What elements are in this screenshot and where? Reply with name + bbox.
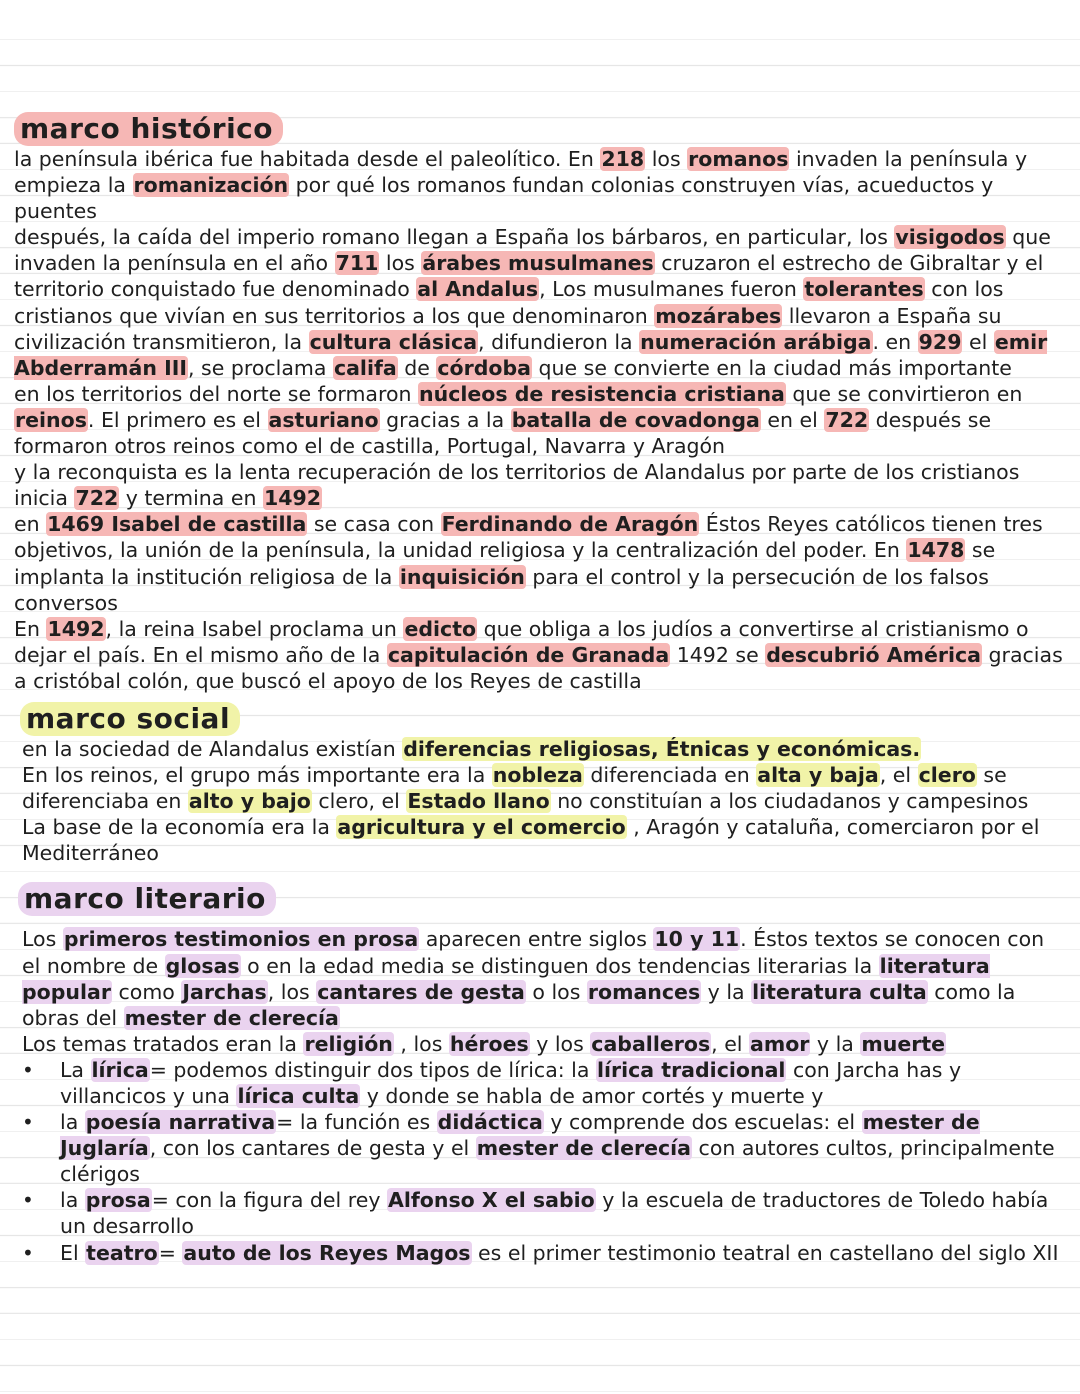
highlighted-term: inquisición <box>399 564 525 589</box>
section-marco-social <box>14 702 1066 866</box>
highlighted-term: prosa <box>85 1188 151 1213</box>
highlighted-term: lírica tradicional <box>596 1057 786 1082</box>
paragraph: y la reconquista es la lenta recuperación de los territorios de Alandalus por parte de los cristianos inicia 722 y termina en 1492 <box>14 460 1020 511</box>
list-item-text: La lírica= podemos distinguir dos tipos de lírica: la lírica tradicional con Jarcha has y villancicos y una lírica culta y donde se habla de amor cortés y muerte y <box>60 1057 962 1108</box>
highlighted-term: clero <box>918 763 976 788</box>
highlighted-term: didáctica <box>437 1110 543 1135</box>
highlighted-term: 1478 <box>907 538 965 563</box>
highlighted-term: reinos <box>15 407 87 432</box>
bullet-icon: • <box>22 1110 34 1135</box>
paragraph: en la sociedad de Alandalus existían diferencias religiosas, Étnicas y económicas. <box>22 736 921 761</box>
highlighted-term: religión <box>304 1031 393 1056</box>
highlighted-term: lírica culta <box>237 1084 360 1108</box>
list-item-text: la poesía narrativa= la función es didáctica y comprende dos escuelas: el mester de Juglaría, con los cantares de gesta y el mester de clerecía con autores cultos, principalmente clérigos <box>60 1110 1055 1187</box>
highlighted-term: 711 <box>335 251 379 276</box>
paragraph: en los territorios del norte se formaron núcleos de resistencia cristiana que se convirtieron en reinos. El primero es el asturiano gracias a la batalla de covadonga en el 722 después se formaron otros reinos como el de castilla, Portugal, Navarra y Aragón <box>14 381 1023 459</box>
highlighted-term: lírica <box>91 1057 149 1082</box>
paragraph: Los temas tratados eran la religión , los héroes y los caballeros, el amor y la muerte <box>22 1031 946 1056</box>
highlighted-term: asturiano <box>268 407 379 432</box>
highlighted-term: héroes <box>449 1031 529 1056</box>
highlighted-term: Estado llano <box>407 789 550 814</box>
highlighted-term: auto de los Reyes Magos <box>183 1240 471 1265</box>
highlighted-term: núcleos de resistencia cristiana <box>419 381 785 406</box>
highlighted-term: literatura culta <box>752 979 927 1004</box>
highlighted-term: córdoba <box>437 355 532 380</box>
paragraph: en 1469 Isabel de castilla se casa con Ferdinando de Aragón Éstos Reyes católicos tienen tres objetivos, la unión de la península, la unidad religiosa y la centralización del poder. En 1478 se implanta la institución religiosa de la inquisición para el control y la persecución de los falsos conversos <box>14 512 1043 615</box>
highlighted-term: 1469 Isabel de castilla <box>47 512 307 537</box>
highlighted-term: cultura clásica <box>309 329 478 354</box>
bullet-list <box>14 1057 1066 1266</box>
highlighted-term: 722 <box>75 486 119 511</box>
highlighted-term: al Andalus <box>417 277 539 302</box>
highlighted-term: romanización <box>133 173 289 198</box>
highlighted-term: numeración arábiga <box>640 329 872 354</box>
highlighted-term: literatura popular <box>22 953 990 1004</box>
highlighted-term: poesía narrativa <box>85 1110 276 1135</box>
highlighted-term: mester de clerecía <box>476 1136 692 1161</box>
notes-page <box>14 112 1066 1266</box>
highlighted-term: romances <box>587 979 701 1004</box>
highlighted-term: descubrió América <box>766 642 982 667</box>
section-marco-historico <box>14 112 1066 694</box>
highlighted-term: árabes musulmanes <box>422 251 654 276</box>
highlighted-term: mester de Juglaría <box>60 1110 980 1161</box>
paragraph: después, la caída del imperio romano llegan a España los bárbaros, en particular, los visigodos que invaden la península en el año 711 los árabes musulmanes cruzaron el estrecho de Gibraltar y el territorio conquistado fue denominado al Andalus, Los musulmanes fueron tolerantes con los cristianos que vivían en sus territorios a los que denominaron mozárabes llevaron a España su civilización transmitieron, la cultura clásica, difundieron la numeración arábiga. en 929 el emir Abderramán III, se proclama califa de córdoba que se convierte en la ciudad más importante <box>14 225 1051 380</box>
highlighted-term: 218 <box>601 147 645 171</box>
highlighted-term: edicto <box>404 616 477 641</box>
highlighted-term: 1492 <box>263 486 322 511</box>
list-item <box>22 1109 1066 1187</box>
section-body <box>14 926 1066 1056</box>
highlighted-term: mester de clerecía <box>124 1005 339 1030</box>
section-title: marco literario <box>18 882 276 916</box>
section-title: marco social <box>20 702 240 736</box>
highlighted-term: diferencias religiosas, Étnicas y económicas. <box>403 736 921 761</box>
paragraph: la península ibérica fue habitada desde el paleolítico. En 218 los romanos invaden la península y empieza la romanización por qué los romanos fundan colonias construyen vías, acueductos y puentes <box>14 147 1028 224</box>
highlighted-term: emir Abderramán III <box>14 329 1048 380</box>
highlighted-term: romanos <box>688 147 789 171</box>
section-title: marco histórico <box>14 112 283 146</box>
highlighted-term: glosas <box>165 953 240 978</box>
paragraph: La base de la economía era la agricultura y el comercio , Aragón y cataluña, comerciaron por el Mediterráneo <box>22 815 1040 866</box>
section-body <box>14 736 1066 866</box>
highlighted-term: mozárabes <box>655 303 782 328</box>
highlighted-term: cantares de gesta <box>317 979 525 1004</box>
highlighted-term: alta y baja <box>757 763 879 788</box>
highlighted-term: alto y bajo <box>188 789 311 814</box>
section-marco-literario <box>14 882 1066 1265</box>
highlighted-term: Alfonso X el sabio <box>387 1188 595 1213</box>
highlighted-term: califa <box>333 355 397 380</box>
highlighted-term: Ferdinando de Aragón <box>441 512 699 537</box>
highlighted-term: amor <box>750 1031 810 1056</box>
highlighted-term: teatro <box>86 1240 158 1265</box>
list-item-text: El teatro= auto de los Reyes Magos es el primer testimonio teatral en castellano del siglo XII <box>60 1240 1059 1265</box>
list-item-text: la prosa= con la figura del rey Alfonso X el sabio y la escuela de traductores de Toledo había un desarrollo <box>60 1188 1049 1239</box>
highlighted-term: agricultura y el comercio <box>337 815 626 840</box>
highlighted-term: 10 y 11 <box>654 927 740 952</box>
paragraph: En 1492, la reina Isabel proclama un edicto que obliga a los judíos a convertirse al cristianismo o dejar el país. En el mismo año de la capitulación de Granada 1492 se descubrió América gracias a cristóbal colón, que buscó el apoyo de los Reyes de castilla <box>14 616 1063 693</box>
highlighted-term: 929 <box>918 329 962 354</box>
highlighted-term: primeros testimonios en prosa <box>63 927 419 952</box>
highlighted-term: Jarchas <box>182 979 267 1004</box>
highlighted-term: capitulación de Granada <box>387 642 670 667</box>
highlighted-term: batalla de covadonga <box>511 407 760 432</box>
list-item <box>22 1187 1066 1239</box>
highlighted-term: 1492 <box>47 616 105 641</box>
highlighted-term: tolerantes <box>804 277 924 302</box>
highlighted-term: muerte <box>861 1031 946 1056</box>
section-body <box>14 146 1066 694</box>
highlighted-term: 722 <box>825 407 869 432</box>
paragraph: Los primeros testimonios en prosa aparecen entre siglos 10 y 11. Éstos textos se conocen con el nombre de glosas o en la edad media se distinguen dos tendencias literarias la literatura popular como Jarchas, los cantares de gesta o los romances y la literatura culta como la obras del mester de clerecía <box>22 927 1045 1030</box>
bullet-icon: • <box>22 1057 34 1082</box>
paragraph: En los reinos, el grupo más importante era la nobleza diferenciada en alta y baja, el clero se diferenciaba en alto y bajo clero, el Estado llano no constituían a los ciudadanos y campesinos <box>22 763 1029 814</box>
list-item <box>22 1057 1066 1109</box>
highlighted-term: visigodos <box>895 225 1005 250</box>
highlighted-term: caballeros <box>591 1031 711 1056</box>
bullet-icon: • <box>22 1240 34 1265</box>
list-item <box>22 1240 1066 1266</box>
bullet-icon: • <box>22 1188 34 1213</box>
highlighted-term: nobleza <box>492 763 583 788</box>
